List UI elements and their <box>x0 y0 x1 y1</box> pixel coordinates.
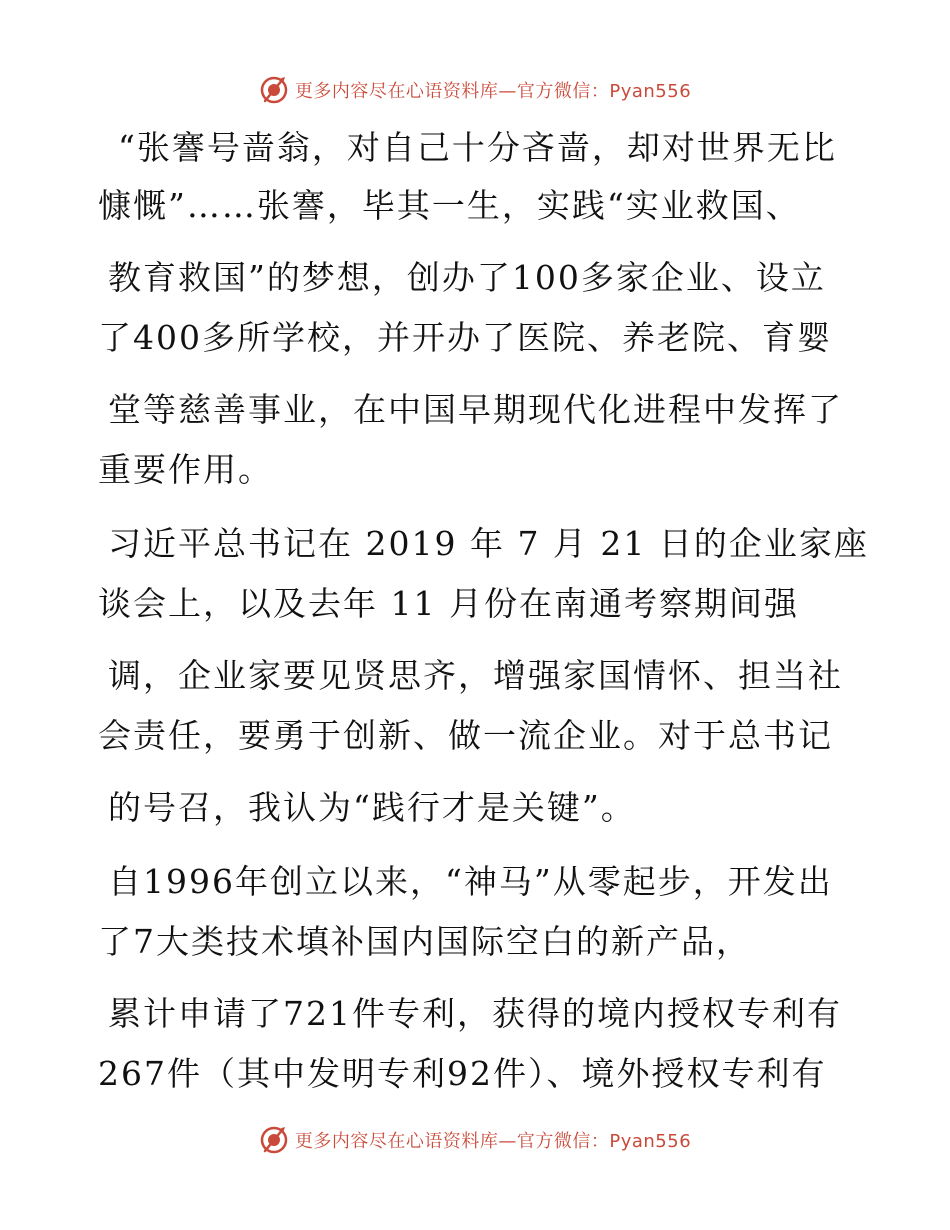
body-line: 重要作用。 <box>98 450 273 489</box>
body-line: 谈会上，以及去年 11 月份在南通考察期间强 <box>98 584 799 623</box>
body-line: 了7大类技术填补国内国际空白的新产品， <box>98 922 751 961</box>
body-line: 的号召，我认为“践行才是关键”。 <box>108 788 636 827</box>
body-line: 自1996年创立以来，“神马”从零起步，开发出 <box>108 862 833 901</box>
quill-seal-icon <box>259 1125 289 1155</box>
watermark-text: 更多内容尽在心语资料库—官方微信：Pyan556 <box>294 1131 692 1152</box>
body-line: 慷慨”……张謇，毕其一生，实践“实业救国、 <box>98 186 801 225</box>
body-line: 了400多所学校，并开办了医院、养老院、育婴 <box>98 318 832 357</box>
body-line: 累计申请了721件专利，获得的境内授权专利有 <box>108 994 842 1033</box>
body-line: 教育救国”的梦想，创办了100多家企业、设立 <box>108 258 826 297</box>
body-line: 堂等慈善事业，在中国早期现代化进程中发挥了 <box>108 390 843 429</box>
body-line: 调，企业家要见贤思齐，增强家国情怀、担当社 <box>108 656 843 695</box>
body-line: 267件（其中发明专利92件）、境外授权专利有 <box>98 1054 827 1093</box>
body-line: “张謇号啬翁，对自己十分吝啬，却对世界无比 <box>118 128 837 167</box>
body-line: 会责任，要勇于创新、做一流企业。对于总书记 <box>98 716 833 755</box>
watermark-text: 更多内容尽在心语资料库—官方微信：Pyan556 <box>294 81 692 102</box>
body-line: 习近平总书记在 2019 年 7 月 21 日的企业家座 <box>108 524 869 563</box>
footer-watermark-banner <box>0 1120 950 1160</box>
